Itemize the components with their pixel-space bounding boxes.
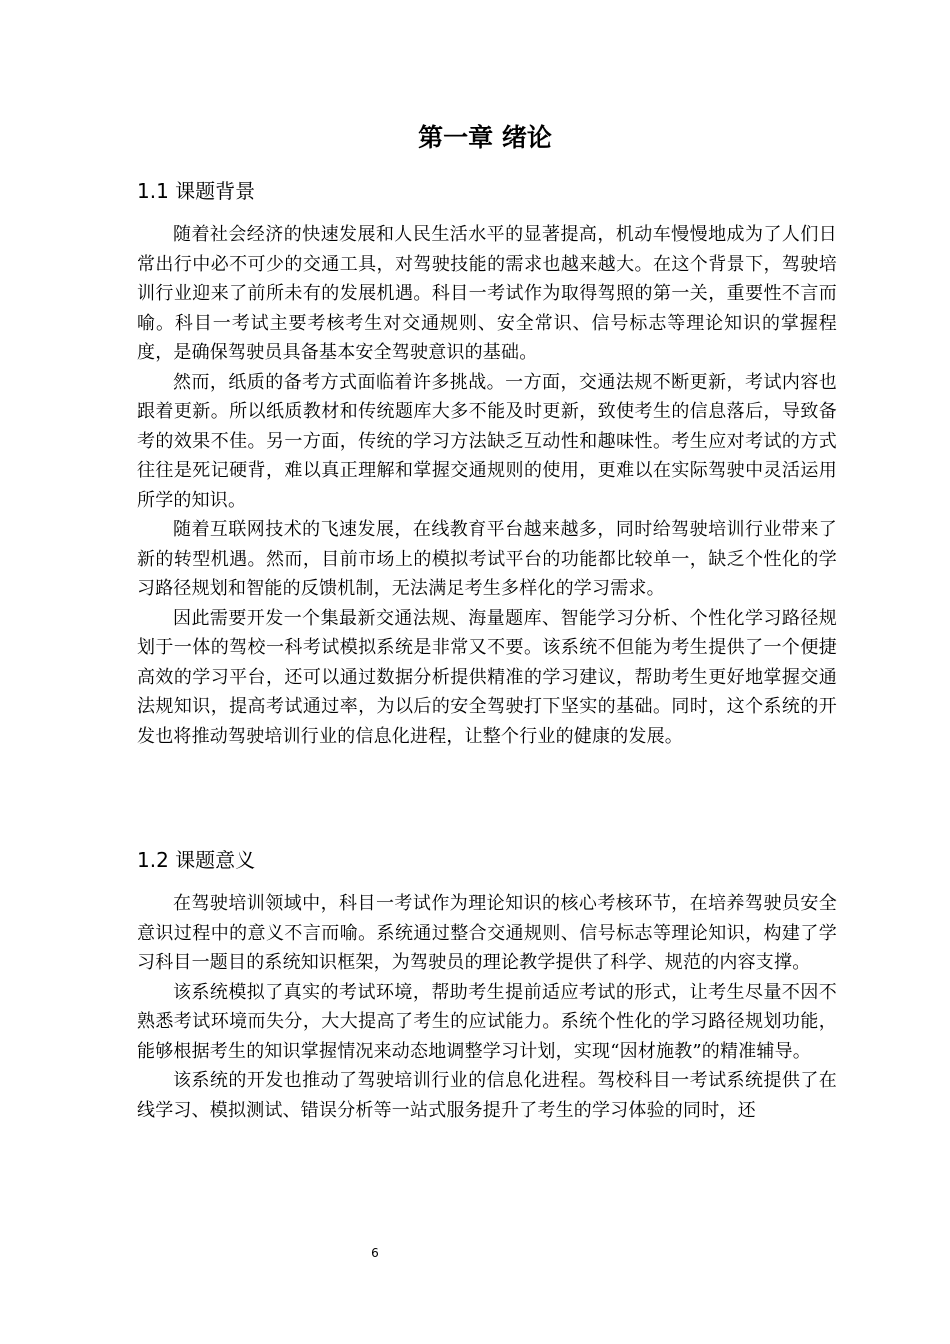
page-number: 6 [371,1246,379,1260]
section-heading-significance: 1.2 课题意义 [137,848,256,872]
paragraph: 随着互联网技术的飞速发展，在线教育平台越来越多，同时给驾驶培训行业带来了新的转型机遇。然而，目前市场上的模拟考试平台的功能都比较单一，缺乏个性化的学习路径规划和智能的反馈机制，无法满足考生多样化的学习需求。 [137,519,837,599]
section-body-background [137,220,837,751]
paragraph: 该系统的开发也推动了驾驶培训行业的信息化进程。驾校科目一考试系统提供了在线学习、模拟测试、错误分析等一站式服务提升了考生的学习体验的同时，还 [137,1070,837,1121]
paragraph: 在驾驶培训领域中，科目一考试作为理论知识的核心考核环节，在培养驾驶员安全意识过程中的意义不言而喻。系统通过整合交通规则、信号标志等理论知识，构建了学习科目一题目的系统知识框架，为驾驶员的理论教学提供了科学、规范的内容支撑。 [137,893,837,973]
paragraph: 该系统模拟了真实的考试环境，帮助考生提前适应考试的形式，让考生尽量不因不熟悉考试环境而失分，大大提高了考生的应试能力。系统个性化的学习路径规划功能，能够根据考生的知识掌握情况来动态地调整学习计划，实现“因材施教”的精准辅导。 [137,981,837,1062]
paragraph: 随着社会经济的快速发展和人民生活水平的显著提高，机动车慢慢地成为了人们日常出行中必不可少的交通工具，对驾驶技能的需求也越来越大。在这个背景下，驾驶培训行业迎来了前所未有的发展机遇。科目一考试作为取得驾照的第一关，重要性不言而喻。科目一考试主要考核考生对交通规则、安全常识、信号标志等理论知识的掌握程度，是确保驾驶员具备基本安全驾驶意识的基础。 [137,224,837,363]
section-body-significance [137,889,837,1125]
paragraph: 然而，纸质的备考方式面临着许多挑战。一方面，交通法规不断更新，考试内容也跟着更新。所以纸质教材和传统题库大多不能及时更新，致使考生的信息落后，导致备考的效果不佳。另一方面，传统的学习方法缺乏互动性和趣味性。考生应对考试的方式往往是死记硬背，难以真正理解和掌握交通规则的使用，更难以在实际驾驶中灵活运用所学的知识。 [137,371,837,511]
section-heading-background: 1.1 课题背景 [137,179,256,203]
chapter-title: 第一章 绪论 [418,123,552,152]
paragraph: 因此需要开发一个集最新交通法规、海量题库、智能学习分析、个性化学习路径规划于一体的驾校一科考试模拟系统是非常又不要。该系统不但能为考生提供了一个便捷高效的学习平台，还可以通过数据分析提供精准的学习建议，帮助考生更好地掌握交通法规知识，提高考试通过率，为以后的安全驾驶打下坚实的基础。同时，这个系统的开发也将推动驾驶培训行业的信息化进程，让整个行业的健康的发展。 [137,607,837,747]
